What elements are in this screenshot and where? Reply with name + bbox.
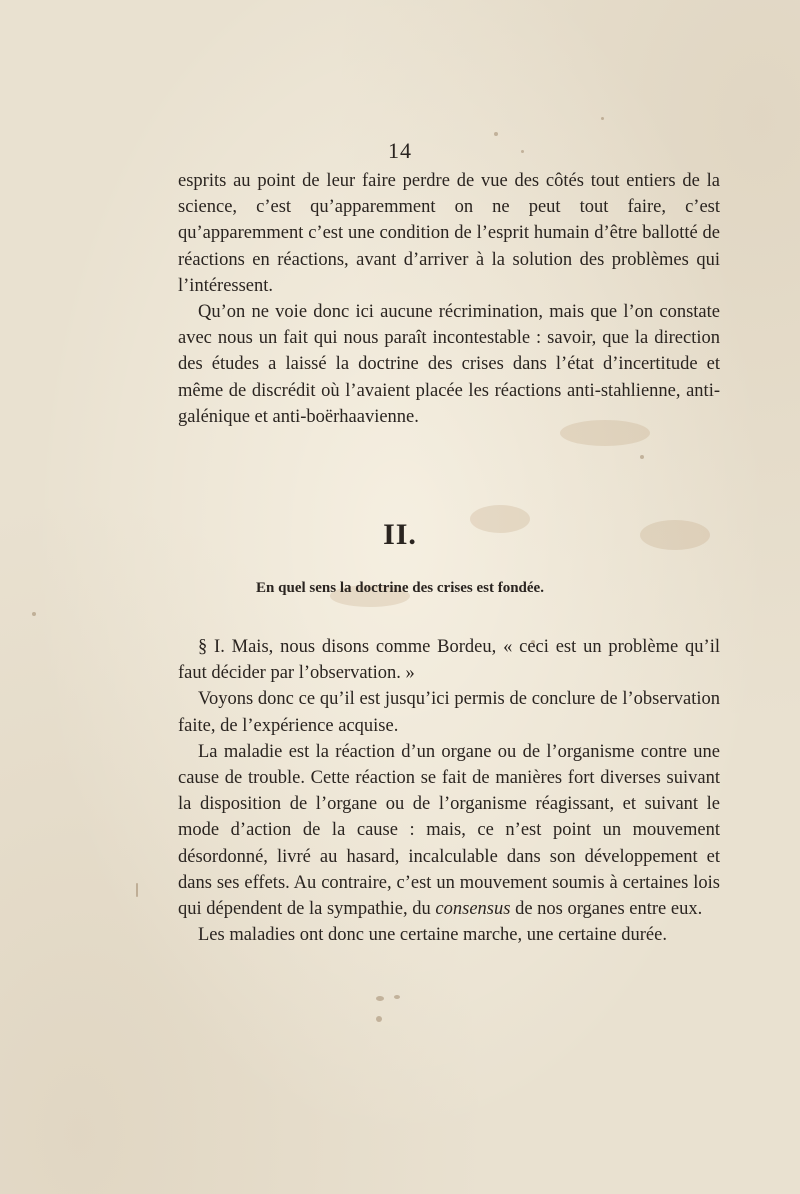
section-heading: En quel sens la doctrine des crises est fondée. xyxy=(256,580,544,596)
paragraph: Voyons donc ce qu’il est jusqu’ici permis de conclure de l’observation faite, de l’expérience acquise. xyxy=(178,689,720,736)
paper-speck xyxy=(640,455,644,459)
page-number: 14 xyxy=(388,138,412,163)
paragraph: esprits au point de leur faire perdre de vue des côtés tout entiers de la science, c’est qu’apparemment on ne peut tout faire, c’est qu’apparemment c’est une condition de l’esprit humain d’être ballotté de réactions en réactions, avant d’arriver à la solution des problèmes qui l’intéressent. xyxy=(178,171,720,296)
paper-speck xyxy=(376,1016,382,1022)
paragraph: Qu’on ne voie donc ici aucune récrimination, mais que l’on constate avec nous un fait qui nous paraît incontestable : savoir, que la direction des études a laissé la doctrine des crises dans l’état d’incertitude et même de discrédit où l’avaient placée les réactions anti-stahlienne, anti-galénique et anti-boërhaavienne. xyxy=(178,302,720,427)
paper-speck xyxy=(601,117,604,120)
text-block-top xyxy=(178,168,720,430)
paper-speck xyxy=(376,996,384,1001)
paragraph xyxy=(178,739,720,922)
paragraph-text: de nos organes entre eux. xyxy=(510,899,703,920)
paragraph: Les maladies ont donc une certaine marche, une certaine durée. xyxy=(198,925,667,946)
section-number: II. xyxy=(383,518,417,551)
paper-speck xyxy=(32,612,36,616)
paragraph-text: La maladie est la réaction d’un organe ou de l’organisme contre une cause de trouble. Cette réaction se fait de manières fort diverses suivant la disposition de l’organe ou de l’organisme réagissant, et suivant le mode d’action de la cause : mais, ce n’est point un mouvement désordonné, livré au hasard, incalculable dans son développement et dans ses effets. Au contraire, c’est un mouvement soumis à certaines lois qui dépendent de la sympathie, du xyxy=(178,741,720,920)
paper-speck xyxy=(136,883,138,897)
emphasis-term: consensus xyxy=(435,899,511,920)
paper-speck xyxy=(494,132,498,136)
text-block-bottom xyxy=(178,634,720,948)
paper-speck xyxy=(394,995,400,999)
paragraph: § I. Mais, nous disons comme Bordeu, « ceci est un problème qu’il faut décider par l’observation. » xyxy=(178,637,720,684)
